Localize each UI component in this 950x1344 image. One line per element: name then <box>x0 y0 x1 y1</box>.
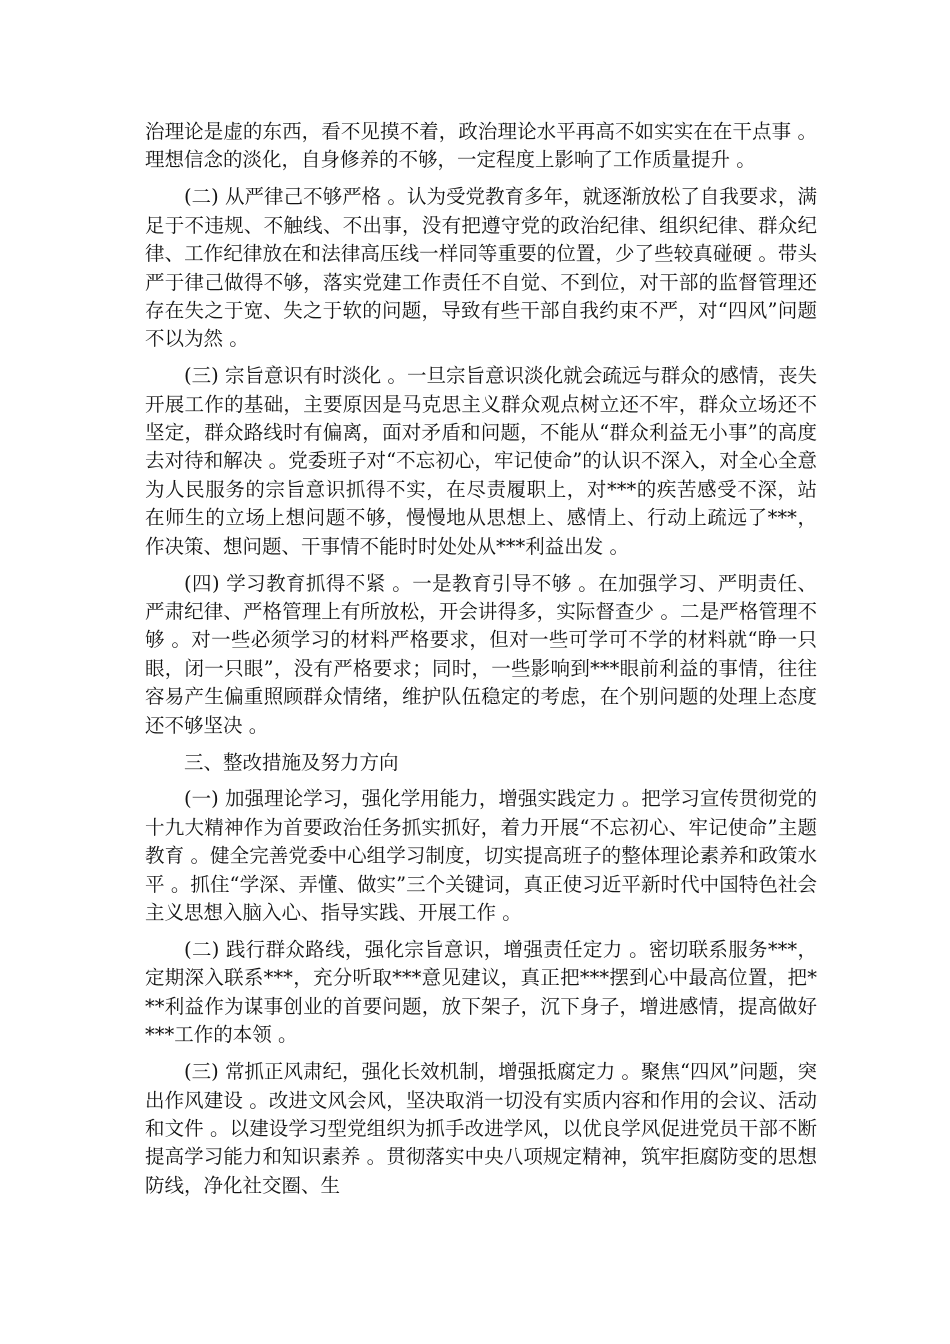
paragraph-continued: 治理论是虚的东西，看不见摸不着，政治理论水平再高不如实实在在干点事 。理想信念的淡化，自身修养的不够，一定程度上影响了工作质量提升 。 <box>145 120 817 172</box>
section-heading-rectification: 三、整改措施及努力方向 <box>184 750 399 774</box>
paragraph-mass-line: (二) 践行群众路线，强化宗旨意识，增强责任定力 。密切联系服务***，定期深入联系***，充分听取***意见建议，真正把***摆到心中最高位置，把***利益作为谋事创业的首要问题，放下架子，沉下身子，增进感情，提高做好***工作的本领 。 <box>145 937 817 1047</box>
paragraph-theory-study: (一) 加强理论学习，强化学用能力，增强实践定力 。把学习宣传贯彻党的十九大精神作为首要政治任务抓实抓好，着力开展“不忘初心、牢记使命”主题教育 。健全完善党委中心组学习制度，切实提高班子的整体理论素养和政策水平 。抓住“学深、弄懂、做实”三个关键词，真正使习近平新时代中国特色社会主义思想入脑入心、指导实践、开展工作 。 <box>145 787 817 925</box>
paragraph-study-education: (四) 学习教育抓得不紧 。一是教育引导不够 。在加强学习、严明责任、严肃纪律、严格管理上有所放松，开会讲得多，实际督查少 。二是严格管理不够 。对一些必须学习的材料严格要求，但对一些可学可不学的材料就“睁一只眼，闭一只眼”，没有严格要求；同时，一些影响到***眼前利益的事情，往往容易产生偏重照顾群众情绪，维护队伍稳定的考虑，在个别问题的处理上态度还不够坚决 。 <box>145 571 817 737</box>
paragraph-purpose-awareness: (三) 宗旨意识有时淡化 。一旦宗旨意识淡化就会疏远与群众的感情，丧失开展工作的基础，主要原因是马克思主义群众观点树立还不牢，群众立场还不坚定，群众路线时有偏离，面对矛盾和问题，不能从“群众利益无小事”的高度去对待和解决 。党委班子对“不忘初心，牢记使命”的认识不深入，对全心全意为人民服务的宗旨意识抓得不实，在尽责履职上，对***的疾苦感受不深，站在师生的立场上想问题不够，慢慢地从思想上、感情上、行动上疏远了***，作决策、想问题、干事情不能时时处处从***利益出发 。 <box>145 364 817 558</box>
document-page <box>145 118 817 1209</box>
paragraph-strict-discipline: (二) 从严律己不够严格 。认为受党教育多年，就逐渐放松了自我要求，满足于不违规、不触线、不出事，没有把遵守党的政治纪律、组织纪律、群众纪律、工作纪律放在和法律高压线一样同等重要的位置，少了些较真碰硬 。带头严于律己做得不够，落实党建工作责任不自觉、不到位，对干部的监督管理还存在失之于宽、失之于软的问题，导致有些干部自我约束不严，对“四风”问题不以为然 。 <box>145 185 817 351</box>
paragraph-discipline-style: (三) 常抓正风肃纪，强化长效机制，增强抵腐定力 。聚焦“四风”问题，突出作风建设 。改进文风会风，坚决取消一切没有实质内容和作用的会议、活动和文件 。以建设学习型党组织为抓手改进学风，以优良学风促进党员干部不断提高学习能力和知识素养 。贯彻落实中央八项规定精神，筑牢拒腐防变的思想防线，净化社交圈、生 <box>145 1060 817 1197</box>
